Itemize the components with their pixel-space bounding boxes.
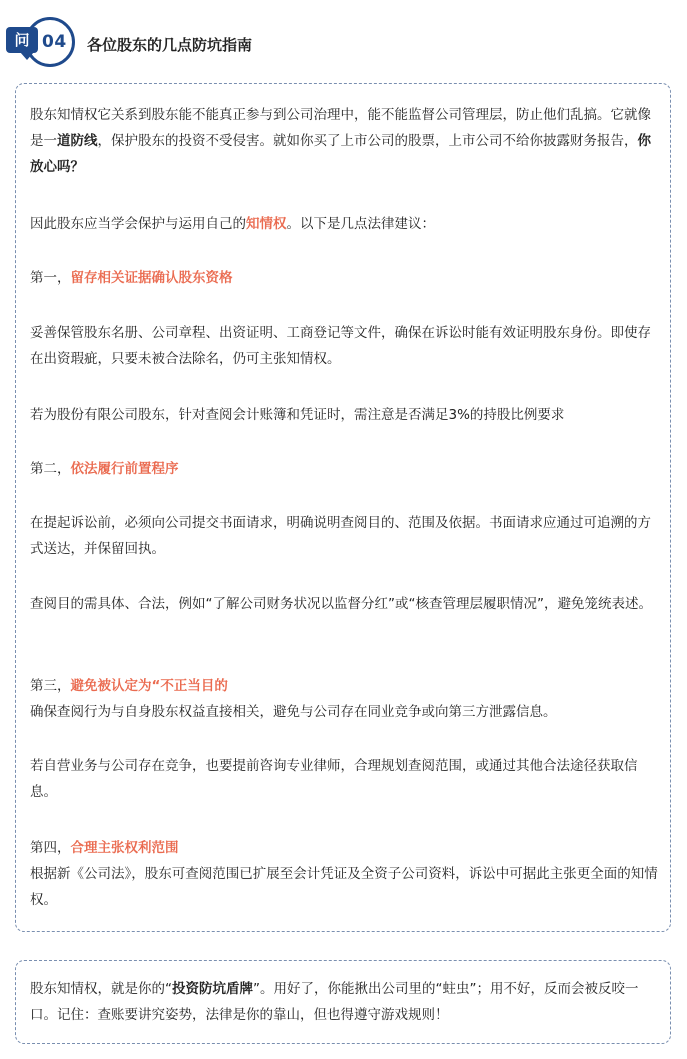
intro-text-c: ，保护股东的投资不受侵害。就如你买了上市公司的股票，上市公司不给你披露财务报告， [97, 133, 638, 149]
section-1-title: 留存相关证据确认股东资格 [70, 270, 233, 286]
section-3-prefix: 第三， [30, 678, 71, 694]
summary-text-c: ”。用好了，你能揪出公司里的“蛀虫”；用不好，反而会被反咬一口。记住：查账要讲究姿势，法律是你的靠山，但也得遵守游戏规则！ [30, 981, 639, 1023]
question-badge [6, 16, 78, 74]
intro-paragraph [30, 102, 658, 180]
section-3-paragraph-1: 确保查阅行为与自身股东权益直接相关，避免与公司存在同业竞争或向第三方泄露信息。 [30, 704, 557, 720]
guide-card [15, 83, 671, 932]
section-2-title: 依法履行前置程序 [70, 461, 179, 477]
summary-card [15, 960, 671, 1044]
section-1-prefix: 第一， [30, 270, 71, 286]
summary-paragraph [30, 976, 658, 1028]
section-4-paragraph-1: 根据新《公司法》，股东可查阅范围已扩展至会计凭证及全资子公司资料，诉讼中可据此主张更全面的知情权。 [30, 866, 658, 908]
section-2-paragraph-2: 查阅目的需具体、合法，例如“了解公司财务状况以监督分红”或“核查管理层履职情况”，避免笼统表述。 [30, 596, 652, 612]
intro-highlight-defense: 道防线 [57, 133, 98, 149]
section-2-prefix: 第二， [30, 461, 71, 477]
intro-highlight-question: 你放心吗？ [30, 133, 651, 175]
question-number: 04 [42, 32, 67, 52]
section-1-heading [30, 265, 658, 291]
section-3-title: 避免被认定为“不正当目的 [70, 678, 228, 694]
section-1-paragraph-2: 若为股份有限公司股东，针对查阅会计账簿和凭证时，需注意是否满足3%的持股比例要求 [30, 407, 565, 423]
section-3-paragraph-2: 若自营业务与公司存在竞争，也要提前咨询专业律师，合理规划查阅范围，或通过其他合法途径获取信息。 [30, 758, 638, 800]
summary-highlight-shield: 投资防坑盾牌 [172, 981, 253, 997]
lead-paragraph [30, 211, 658, 237]
lead-text-a: 因此股东应当学会保护与运用自己的 [30, 216, 246, 232]
question-tag: 问 [6, 27, 38, 53]
intro-text-a: 股东知情权它关系到股东能不能真正参与到公司治理中，能不能监督公司管理层，防止他们乱搞。它就像是一 [30, 107, 651, 149]
section-header [0, 16, 687, 74]
section-3-heading [30, 673, 658, 699]
lead-text-c: 。以下是几点法律建议： [286, 216, 435, 232]
section-title: 各位股东的几点防坑指南 [87, 36, 253, 54]
lead-highlight-right: 知情权 [246, 216, 287, 232]
summary-text-a: 股东知情权，就是你的“ [30, 981, 172, 997]
section-4-title: 合理主张权利范围 [70, 840, 179, 856]
speech-tail-icon [20, 52, 34, 60]
section-4-prefix: 第四， [30, 840, 71, 856]
section-1-paragraph-1: 妥善保管股东名册、公司章程、出资证明、工商登记等文件，确保在诉讼时能有效证明股东身份。即使存在出资瑕疵，只要未被合法除名，仍可主张知情权。 [30, 325, 651, 367]
section-2-paragraph-1: 在提起诉讼前，必须向公司提交书面请求，明确说明查阅目的、范围及依据。书面请求应通过可追溯的方式送达，并保留回执。 [30, 515, 651, 557]
section-2-heading [30, 456, 658, 482]
section-4-heading [30, 835, 658, 861]
